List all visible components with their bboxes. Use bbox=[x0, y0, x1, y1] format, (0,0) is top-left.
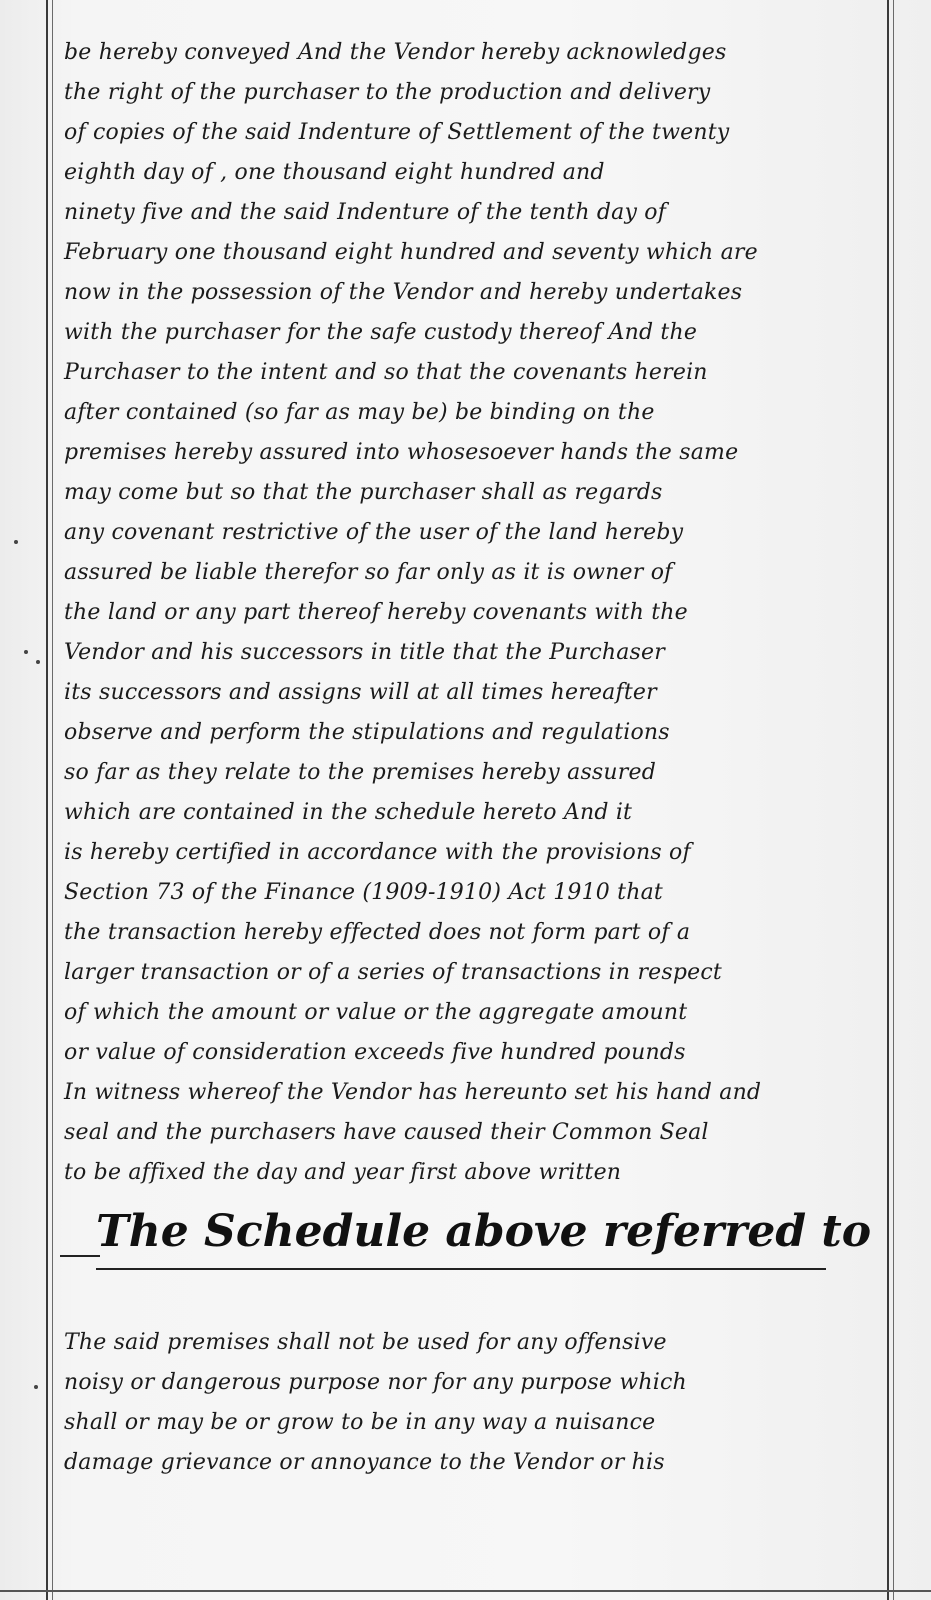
margin-speck bbox=[34, 1385, 38, 1389]
deed-line: premises hereby assured into whosesoever hands the same bbox=[64, 440, 739, 465]
schedule-line: The said premises shall not be used for any offensive bbox=[64, 1330, 667, 1355]
deed-line: after contained (so far as may be) be binding on the bbox=[64, 400, 655, 425]
margin-speck bbox=[24, 650, 28, 654]
heading-rule-left bbox=[60, 1255, 100, 1257]
deed-line: Vendor and his successors in title that the Purchaser bbox=[64, 640, 665, 665]
deed-line: any covenant restrictive of the user of the land hereby bbox=[64, 520, 684, 545]
deed-line: February one thousand eight hundred and seventy which are bbox=[64, 240, 758, 265]
deed-line: be hereby conveyed And the Vendor hereby acknowledges bbox=[64, 40, 727, 65]
deed-line: its successors and assigns will at all times hereafter bbox=[64, 680, 657, 705]
left-margin-rule-inner bbox=[52, 0, 53, 1600]
deed-line: of copies of the said Indenture of Settlement of the twenty bbox=[64, 120, 730, 145]
deed-line: is hereby certified in accordance with the provisions of bbox=[64, 840, 691, 865]
heading-underline bbox=[96, 1268, 826, 1270]
deed-line: Purchaser to the intent and so that the covenants herein bbox=[64, 360, 708, 385]
deed-line: which are contained in the schedule hereto And it bbox=[64, 800, 633, 825]
schedule-line: shall or may be or grow to be in any way a nuisance bbox=[64, 1410, 656, 1435]
deed-line: to be affixed the day and year first above written bbox=[64, 1160, 622, 1185]
right-margin-rule bbox=[887, 0, 889, 1600]
deed-line: observe and perform the stipulations and regulations bbox=[64, 720, 670, 745]
bottom-edge-rule bbox=[0, 1590, 931, 1592]
deed-line: eighth day of , one thousand eight hundred and bbox=[64, 160, 605, 185]
deed-line: or value of consideration exceeds five hundred pounds bbox=[64, 1040, 686, 1065]
right-margin-rule-inner bbox=[893, 0, 894, 1600]
deed-line: may come but so that the purchaser shall as regards bbox=[64, 480, 663, 505]
schedule-line: damage grievance or annoyance to the Vendor or his bbox=[64, 1450, 665, 1475]
deed-line: so far as they relate to the premises hereby assured bbox=[64, 760, 657, 785]
deed-line: In witness whereof the Vendor has hereunto set his hand and bbox=[64, 1080, 762, 1105]
deed-line: with the purchaser for the safe custody thereof And the bbox=[64, 320, 698, 345]
deed-line: the right of the purchaser to the production and delivery bbox=[64, 80, 711, 105]
deed-line: the transaction hereby effected does not form part of a bbox=[64, 920, 691, 945]
schedule-heading: The Schedule above referred to bbox=[96, 1206, 872, 1257]
deed-line: of which the amount or value or the aggregate amount bbox=[64, 1000, 688, 1025]
margin-speck bbox=[14, 540, 18, 544]
deed-line: ninety five and the said Indenture of the tenth day of bbox=[64, 200, 667, 225]
deed-line: seal and the purchasers have caused their Common Seal bbox=[64, 1120, 709, 1145]
deed-line: the land or any part thereof hereby covenants with the bbox=[64, 600, 688, 625]
deed-line: now in the possession of the Vendor and hereby undertakes bbox=[64, 280, 743, 305]
deed-line: larger transaction or of a series of transactions in respect bbox=[64, 960, 722, 985]
margin-speck bbox=[36, 660, 40, 664]
deed-line: Section 73 of the Finance (1909-1910) Act 1910 that bbox=[64, 880, 663, 905]
deed-line: assured be liable therefor so far only as it is owner of bbox=[64, 560, 673, 585]
schedule-line: noisy or dangerous purpose nor for any purpose which bbox=[64, 1370, 687, 1395]
left-margin-rule bbox=[46, 0, 48, 1600]
